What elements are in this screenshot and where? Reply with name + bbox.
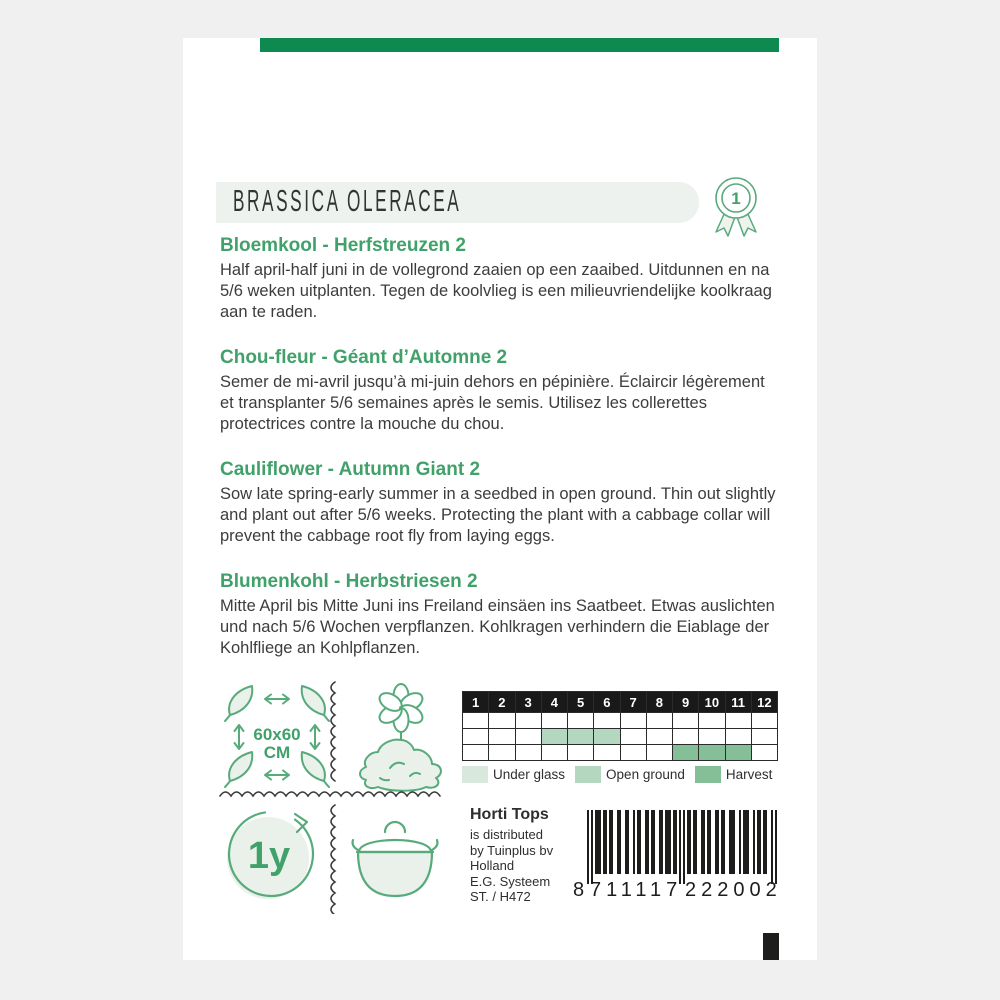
- legend-item-harvest: [695, 766, 773, 783]
- ean-barcode: [573, 810, 782, 920]
- calendar-cell: [752, 745, 778, 761]
- calendar-row: [463, 729, 778, 745]
- section-heading-dutch: Bloemkool - Herfstreuzen 2: [220, 235, 466, 256]
- section-body-german: Mitte April bis Mitte Juni ins Freiland einsäen ins Saatbeet. Etwas auslichten und nach 5/6 Wochen verpflanzen. Kohlkragen verhindern die Eiablage der Kohlfliege an Kohlpflanzen.: [220, 597, 775, 657]
- calendar-cell: [726, 713, 752, 729]
- barcode-group-right: 222002: [685, 879, 782, 901]
- month-header-cell: 2: [489, 692, 515, 713]
- calendar-legend: [462, 766, 784, 783]
- section-body-dutch: Half april-half juni in de vollegrond zaaien op een zaaibed. Uitdunnen en na 5/6 weken uitplanten. Tegen de koolvlieg is een milieuvriendelijke koolkraag aan te raden.: [220, 261, 772, 321]
- spacing-unit-label: CM: [263, 743, 291, 762]
- calendar-cell: [621, 729, 647, 745]
- barcode-group-left: 711117: [590, 879, 683, 901]
- distributor-line: ST. / H472: [470, 889, 531, 904]
- month-header-cell: 4: [542, 692, 568, 713]
- calendar-cell: [542, 729, 568, 745]
- calendar-cell: [489, 713, 515, 729]
- calendar-cell: [647, 713, 673, 729]
- distributor-line: E.G. Systeem: [470, 873, 551, 889]
- distributor-line: by Tuinplus bv: [470, 842, 554, 858]
- calendar-cell: [673, 713, 699, 729]
- calendar-cell: [594, 745, 620, 761]
- legend-item-open-ground: [575, 766, 685, 783]
- month-header-cell: 6: [594, 692, 620, 713]
- under-glass-swatch: [462, 766, 488, 783]
- month-header-cell: 3: [516, 692, 542, 713]
- calendar-cell: [752, 729, 778, 745]
- seed-viability-icon: [219, 802, 323, 906]
- distributor-line: is distributed: [470, 827, 543, 842]
- print-registration-mark: [763, 933, 779, 960]
- month-header-cell: 5: [568, 692, 594, 713]
- calendar-cell: [516, 713, 542, 729]
- calendar-cell: [463, 713, 489, 729]
- calendar-cell: [489, 745, 515, 761]
- section-heading-english: Cauliflower - Autumn Giant 2: [220, 459, 481, 480]
- seed-packet-back: [183, 38, 817, 960]
- top-color-bar: [260, 38, 779, 52]
- month-header-cell: 11: [726, 692, 752, 713]
- divider-horizontal: [219, 790, 449, 802]
- open-ground-label: Open ground: [606, 767, 685, 782]
- calendar-cell: [542, 745, 568, 761]
- calendar-cell: [726, 745, 752, 761]
- divider-vertical-bottom: [329, 804, 341, 914]
- barcode-digits: [573, 876, 782, 902]
- calendar-cell: [594, 713, 620, 729]
- plant-spacing-icon: [222, 682, 332, 792]
- calendar-cell: [568, 729, 594, 745]
- month-header-cell: 1: [463, 692, 489, 713]
- award-number: 1: [731, 189, 741, 208]
- calendar-cell: [726, 729, 752, 745]
- calendar-row: [463, 745, 778, 761]
- calendar-cell: [594, 729, 620, 745]
- award-badge-icon: [710, 174, 762, 238]
- month-header-cell: 10: [699, 692, 725, 713]
- month-header-cell: 8: [647, 692, 673, 713]
- species-title: BRASSICA OLERACEA: [233, 184, 462, 219]
- divider-vertical-top: [329, 681, 341, 789]
- distributor-line: Holland: [470, 858, 515, 873]
- barcode-digit-left: 8: [573, 879, 585, 901]
- distributor-name: Horti Tops: [470, 806, 549, 823]
- calendar-cell: [673, 729, 699, 745]
- calendar-cell: [699, 713, 725, 729]
- section-body-french: Semer de mi-avril jusqu’à mi-juin dehors en pépinière. Éclaircir légèrement et transplanter 5/6 semaines après le semis. Utilisez les collerettes protectrices contre la mouche du chou.: [220, 373, 765, 433]
- sowing-calendar: [462, 691, 778, 761]
- calendar-cell: [516, 745, 542, 761]
- calendar-row: [463, 713, 778, 729]
- calendar-cell: [489, 729, 515, 745]
- section-german: [220, 571, 783, 659]
- calendar-cell: [568, 745, 594, 761]
- month-header-cell: 12: [752, 692, 778, 713]
- calendar-cell: [647, 745, 673, 761]
- calendar-cell: [647, 729, 673, 745]
- section-dutch: [220, 235, 783, 323]
- under-glass-label: Under glass: [493, 767, 566, 782]
- calendar-cell: [516, 729, 542, 745]
- description-column: [220, 235, 783, 683]
- month-header-cell: 7: [621, 692, 647, 713]
- calendar-cell: [673, 745, 699, 761]
- calendar-cell: [752, 713, 778, 729]
- calendar-cell: [621, 713, 647, 729]
- spacing-value-label: 60x60: [253, 725, 301, 744]
- distributor-info: [470, 806, 580, 905]
- cooking-pot-icon: [343, 808, 447, 912]
- section-english: [220, 459, 783, 547]
- month-header-cell: 9: [673, 692, 699, 713]
- calendar-cell: [621, 745, 647, 761]
- section-body-english: Sow late spring-early summer in a seedbed in open ground. Thin out slightly and plant out after 5/6 weeks. Protecting the plant with a cabbage collar will prevent the cabbage root fly from laying eggs.: [220, 485, 776, 545]
- calendar-cell: [699, 729, 725, 745]
- planting-flower-icon: [346, 682, 454, 794]
- section-heading-german: Blumenkohl - Herbstriesen 2: [220, 571, 478, 592]
- calendar-cell: [542, 713, 568, 729]
- legend-item-under-glass: [462, 766, 565, 783]
- species-banner: [216, 182, 699, 223]
- viability-label: 1y: [247, 835, 291, 877]
- open-ground-swatch: [575, 766, 601, 783]
- calendar-cell: [463, 745, 489, 761]
- harvest-label: Harvest: [725, 767, 773, 782]
- harvest-swatch: [695, 766, 721, 783]
- calendar-cell: [568, 713, 594, 729]
- calendar-cell: [699, 745, 725, 761]
- section-heading-french: Chou-fleur - Géant d’Automne 2: [220, 347, 508, 368]
- section-french: [220, 347, 783, 435]
- calendar-cell: [463, 729, 489, 745]
